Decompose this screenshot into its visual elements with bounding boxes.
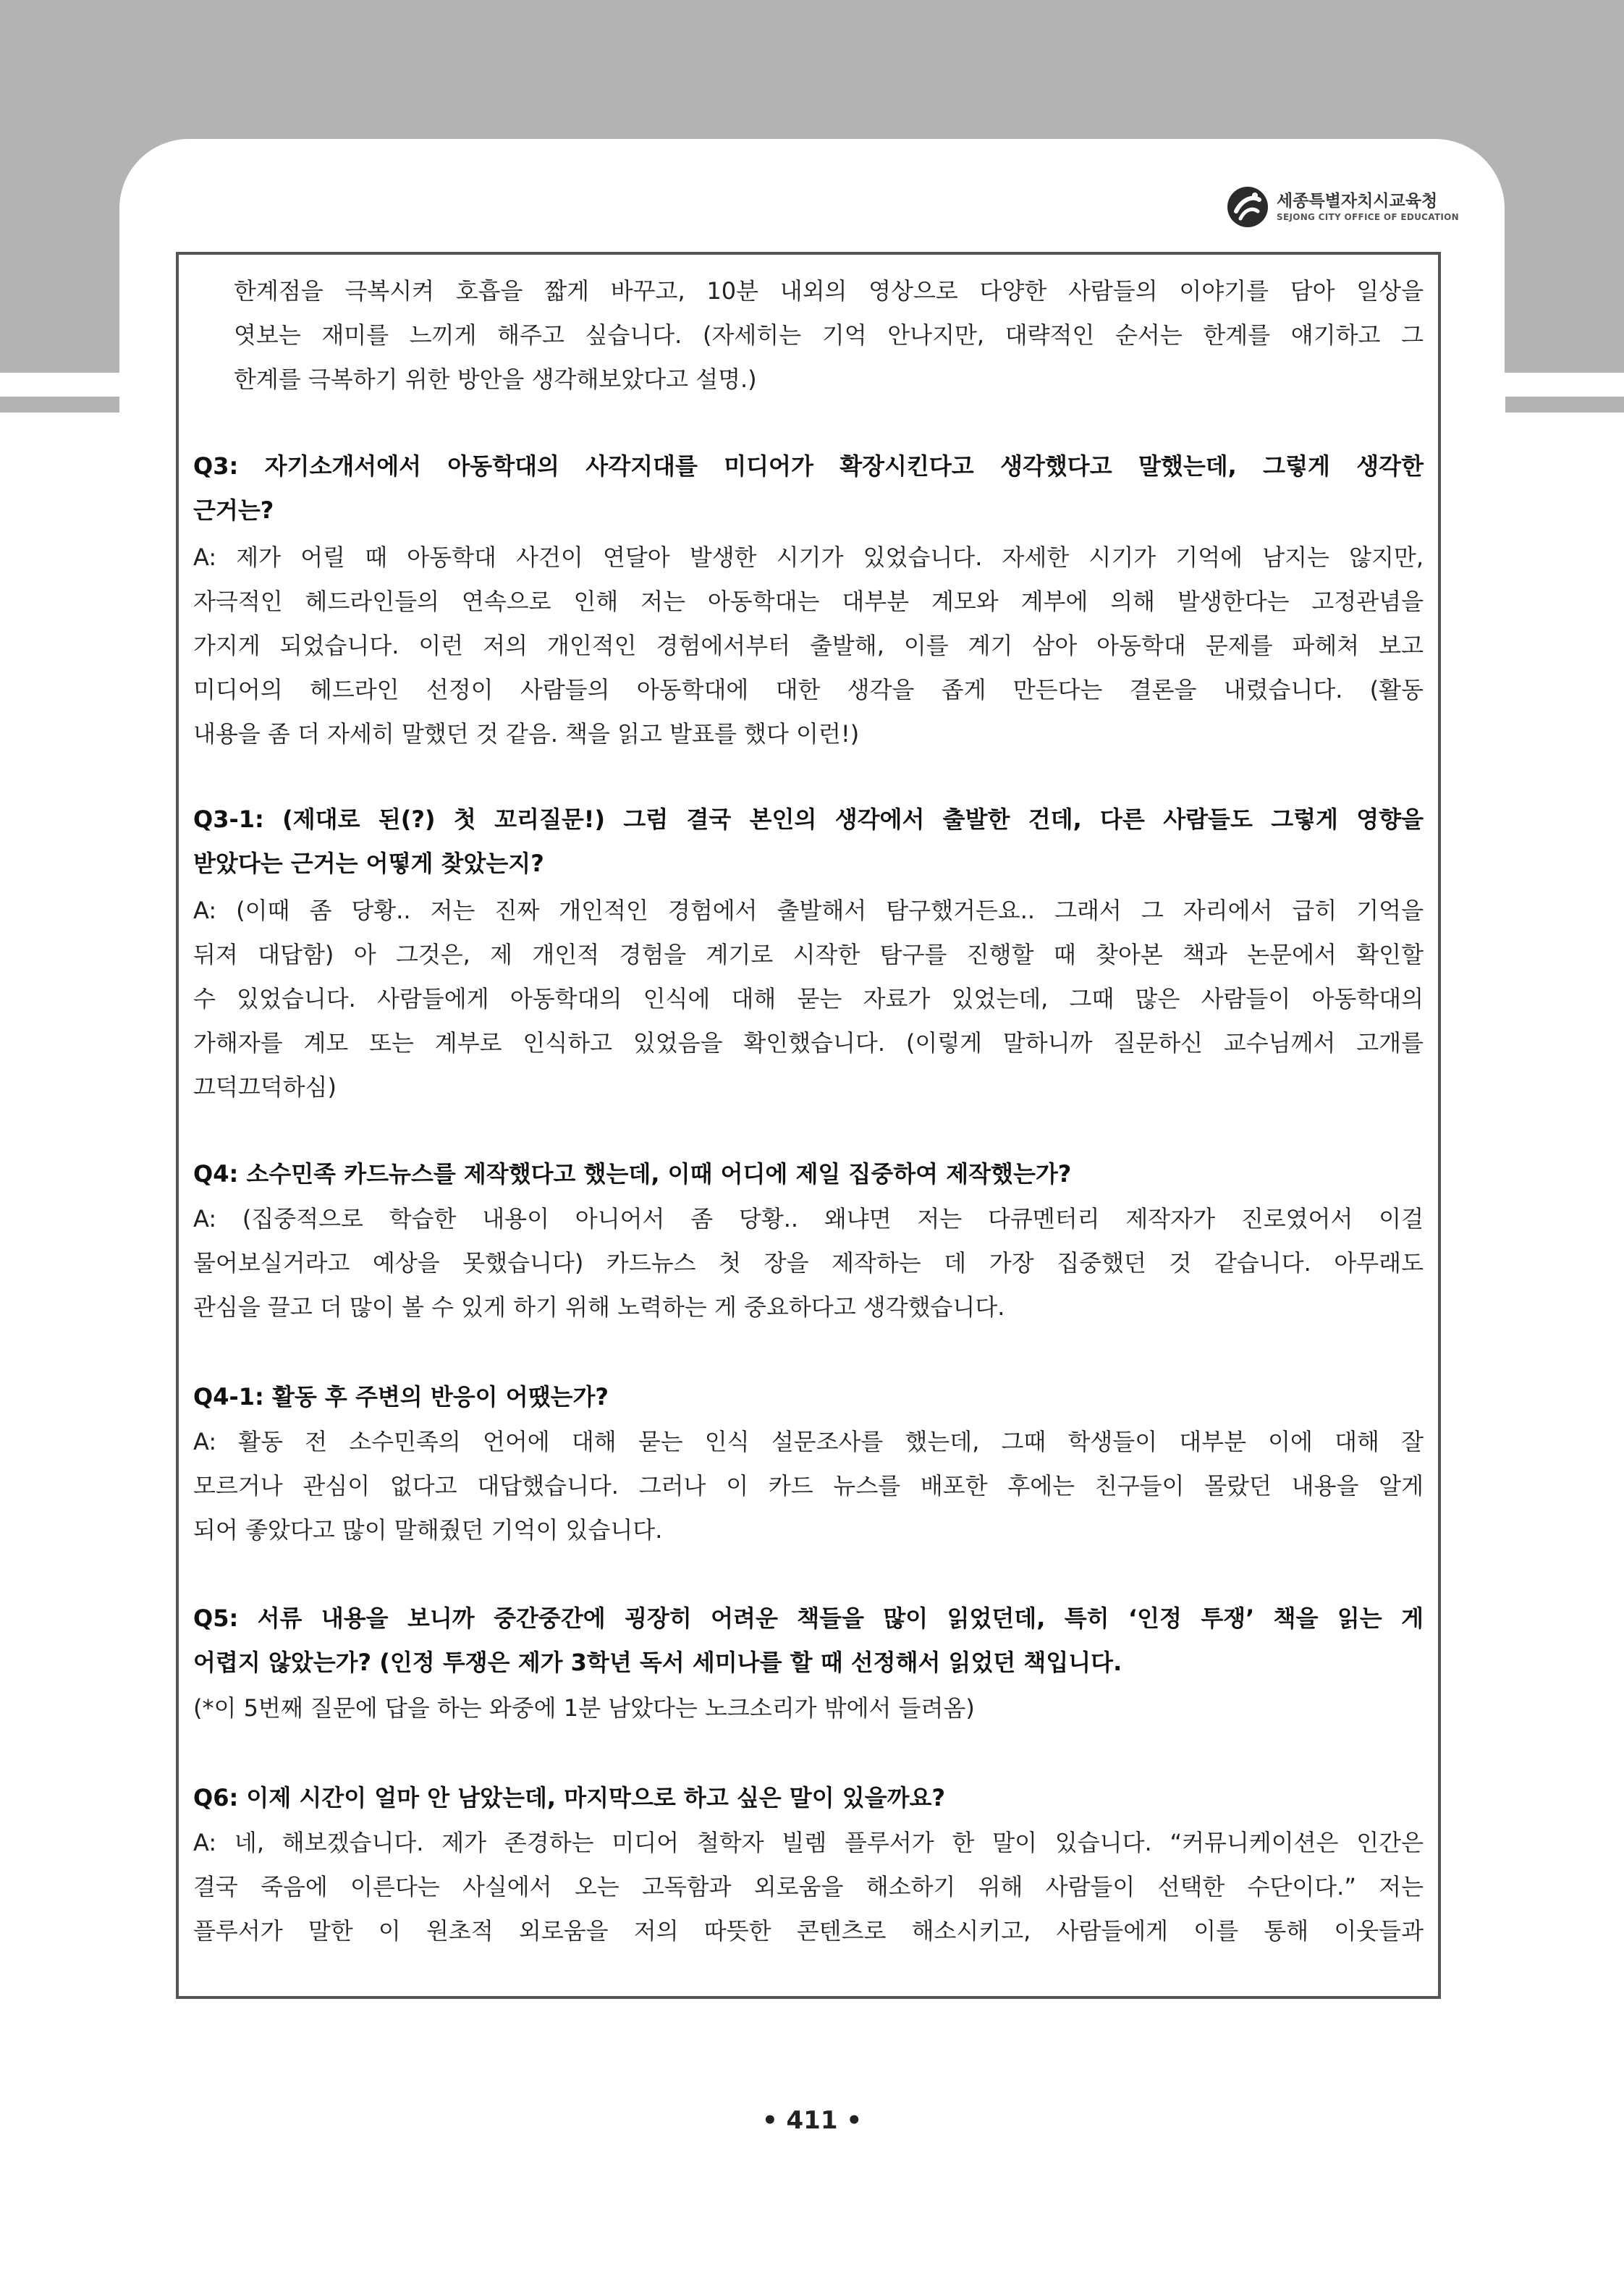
question-q3-1 bbox=[193, 798, 1424, 886]
logo-name-korean: 세종특별자치시교육청 bbox=[1277, 192, 1438, 211]
text-line: 모르거나 관심이 없다고 대답했습니다. 그러나 이 카드 뉴스를 배포한 후에는 친구들이 몰랐던 내용을 알게 bbox=[193, 1472, 1424, 1500]
text-line: Q4: 소수민족 카드뉴스를 제작했다고 했는데, 이때 어디에 제일 집중하여 제작했는가? bbox=[193, 1160, 1072, 1188]
text-line: 플루서가 말한 이 원초적 외로움을 저의 따뜻한 콘텐츠로 해소시키고, 사람들에게 이를 통해 이웃들과 bbox=[193, 1917, 1424, 1945]
text-line: 결국 죽음에 이른다는 사실에서 오는 고독함과 외로움을 해소하기 위해 사람들이 선택한 수단이다.” 저는 bbox=[193, 1873, 1424, 1900]
text-line: 한계를 극복하기 위한 방안을 생각해보았다고 설명.) bbox=[234, 365, 757, 393]
question-q3 bbox=[193, 444, 1424, 533]
text-line: 관심을 끌고 더 많이 볼 수 있게 하기 위해 노력하는 게 중요하다고 생각했습니다. bbox=[193, 1293, 1005, 1321]
text-line: A: 네, 해보겠습니다. 제가 존경하는 미디어 철학자 빌렘 플루서가 한 말이 있습니다. “커뮤니케이션은 인간은 bbox=[193, 1829, 1424, 1856]
question-q5 bbox=[193, 1597, 1424, 1685]
text-line: Q3: 자기소개서에서 아동학대의 사각지대를 미디어가 확장시킨다고 생각했다고 말했는데, 그렇게 생각한 bbox=[193, 452, 1424, 480]
note-q5 bbox=[193, 1686, 1424, 1730]
text-line: 받았다는 근거는 어떻게 찾았는지? bbox=[193, 850, 544, 877]
text-line: 근거는? bbox=[193, 496, 274, 524]
text-line: Q6: 이제 시간이 얼마 안 남았는데, 마지막으로 하고 싶은 말이 있을까요? bbox=[193, 1784, 946, 1811]
text-line: 내용을 좀 더 자세히 말했던 것 같음. 책을 읽고 발표를 했다 이런!) bbox=[193, 720, 860, 748]
text-line: A: 제가 어릴 때 아동학대 사건이 연달아 발생한 시기가 있었습니다. 자세한 시기가 기억에 남지는 않지만, bbox=[193, 544, 1424, 571]
interview-content-box bbox=[176, 252, 1441, 1999]
text-line: 가지게 되었습니다. 이런 저의 개인적인 경험에서부터 출발해, 이를 계기 삼아 아동학대 문제를 파헤쳐 보고 bbox=[193, 632, 1424, 659]
text-line: A: (집중적으로 학습한 내용이 아니어서 좀 당황.. 왜냐면 저는 다큐멘터리 제작자가 진로였어서 이걸 bbox=[193, 1205, 1424, 1232]
text-line: 자극적인 헤드라인들의 연속으로 인해 저는 아동학대는 대부분 계모와 계부에 의해 발생한다는 고정관념을 bbox=[193, 588, 1424, 615]
sejong-education-logo bbox=[1226, 184, 1459, 230]
answer-q6 bbox=[193, 1821, 1424, 1953]
answer-q4-1 bbox=[193, 1420, 1424, 1552]
right-decor-stripe bbox=[1505, 397, 1624, 413]
text-line: 가해자를 계모 또는 계부로 인식하고 있었음을 확인했습니다. (이렇게 말하니까 질문하신 교수님께서 고개를 bbox=[193, 1029, 1424, 1057]
text-line: 미디어의 헤드라인 선정이 사람들의 아동학대에 대한 생각을 좁게 만든다는 결론을 내렸습니다. (활동 bbox=[193, 676, 1424, 703]
sejong-emblem-icon bbox=[1226, 185, 1269, 229]
text-line: A: 활동 전 소수민족의 언어에 대해 묻는 인식 설문조사를 했는데, 그때 학생들이 대부분 이에 대해 잘 bbox=[193, 1428, 1424, 1455]
logo-name-english: SEJONG CITY OFFICE OF EDUCATION bbox=[1277, 212, 1459, 222]
text-line: (*이 5번째 질문에 답을 하는 와중에 1분 남았다는 노크소리가 밖에서 들려옴) bbox=[193, 1694, 975, 1722]
text-line: 수 있었습니다. 사람들에게 아동학대의 인식에 대해 묻는 자료가 있었는데, 그때 많은 사람들이 아동학대의 bbox=[193, 985, 1424, 1012]
intro-answer-continuation bbox=[193, 269, 1424, 402]
text-line: Q4-1: 활동 후 주변의 반응이 어땠는가? bbox=[193, 1383, 609, 1411]
text-line: 끄덕끄덕하심) bbox=[193, 1073, 337, 1101]
text-line: 한계점을 극복시켜 호흡을 짧게 바꾸고, 10분 내외의 영상으로 다양한 사람들의 이야기를 담아 일상을 bbox=[234, 277, 1424, 305]
answer-q3-1 bbox=[193, 889, 1424, 1109]
text-line: Q3-1: (제대로 된(?) 첫 꼬리질문!) 그럼 결국 본인의 생각에서 출발한 건데, 다른 사람들도 그렇게 영향을 bbox=[193, 806, 1424, 833]
question-q6 bbox=[193, 1776, 1424, 1820]
answer-q4 bbox=[193, 1197, 1424, 1329]
text-line: Q5: 서류 내용을 보니까 중간중간에 굉장히 어려운 책들을 많이 읽었던데, 특히 ‘인정 투쟁’ 책을 읽는 게 bbox=[193, 1604, 1424, 1632]
answer-q3 bbox=[193, 536, 1424, 756]
text-line: 엿보는 재미를 느끼게 해주고 싶습니다. (자세히는 기억 안나지만, 대략적인 순서는 한계를 얘기하고 그 bbox=[234, 321, 1424, 349]
text-line: A: (이때 좀 당황.. 저는 진짜 개인적인 경험에서 출발해서 탐구했거든요.. 그래서 그 자리에서 급히 기억을 bbox=[193, 897, 1424, 924]
text-line: 물어보실거라고 예상을 못했습니다) 카드뉴스 첫 장을 제작하는 데 가장 집중했던 것 같습니다. 아무래도 bbox=[193, 1249, 1424, 1277]
question-q4-1 bbox=[193, 1375, 1424, 1419]
page-number: • 411 • bbox=[761, 2106, 863, 2135]
text-line: 뒤져 대답함) 아 그것은, 제 개인적 경험을 계기로 시작한 탐구를 진행할 때 찾아본 책과 논문에서 확인할 bbox=[193, 941, 1424, 968]
question-q4 bbox=[193, 1152, 1424, 1196]
text-line: 되어 좋았다고 많이 말해줬던 기억이 있습니다. bbox=[193, 1516, 663, 1544]
text-line: 어렵지 않았는가? (인정 투쟁은 제가 3학년 독서 세미나를 할 때 선정해서 읽었던 책입니다. bbox=[193, 1649, 1122, 1676]
